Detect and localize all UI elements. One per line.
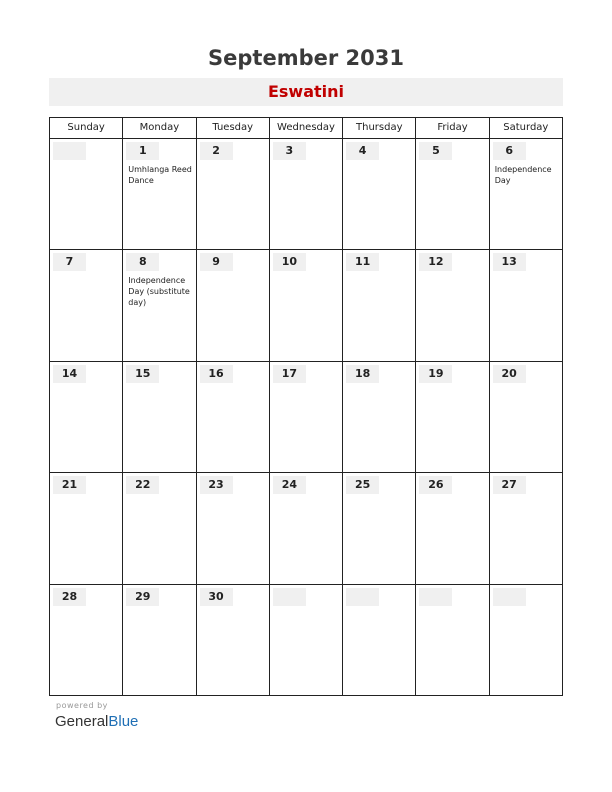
day-number: 5 (419, 142, 452, 160)
day-number: 10 (273, 253, 306, 271)
day-cell (197, 473, 270, 583)
weekday-header: Tuesday (197, 118, 270, 138)
day-number: 12 (419, 253, 452, 271)
day-number: 25 (346, 476, 379, 494)
day-number: 6 (493, 142, 526, 160)
day-number: 4 (346, 142, 379, 160)
day-number: 13 (493, 253, 526, 271)
day-cell (490, 139, 562, 249)
day-number: 29 (126, 588, 159, 606)
day-cell (490, 585, 562, 696)
day-cell (490, 250, 562, 360)
day-number: 1 (126, 142, 159, 160)
day-number: 20 (493, 365, 526, 383)
weekday-header: Monday (123, 118, 196, 138)
day-cell (270, 473, 343, 583)
day-cell (50, 362, 123, 472)
day-cell (343, 585, 416, 696)
holiday-label: Umhlanga Reed Dance (128, 165, 192, 185)
week-row (50, 362, 562, 473)
day-cell (416, 139, 489, 249)
day-cell (270, 585, 343, 696)
day-cell (270, 250, 343, 360)
day-cell (416, 585, 489, 696)
day-cell (490, 362, 562, 472)
brand-general: General (55, 713, 109, 730)
powered-by-text: powered by (56, 701, 108, 710)
day-cell (50, 139, 123, 249)
weeks-container (50, 139, 562, 696)
day-cell (197, 362, 270, 472)
day-cell (50, 473, 123, 583)
day-cell (343, 473, 416, 583)
day-cell (123, 473, 196, 583)
day-number: 15 (126, 365, 159, 383)
day-number: 8 (126, 253, 159, 271)
day-number (419, 588, 452, 606)
day-cell (416, 473, 489, 583)
day-cell (197, 139, 270, 249)
day-number: 18 (346, 365, 379, 383)
weekday-header: Thursday (343, 118, 416, 138)
brand-blue: Blue (108, 713, 139, 730)
day-cell (123, 585, 196, 696)
day-cell (50, 250, 123, 360)
day-number: 28 (53, 588, 86, 606)
day-number: 16 (200, 365, 233, 383)
week-row (50, 250, 562, 361)
day-cell (123, 250, 196, 360)
day-cell (270, 362, 343, 472)
page-title: September 2031 (208, 46, 404, 70)
day-number: 22 (126, 476, 159, 494)
day-number: 23 (200, 476, 233, 494)
generalblue-logo (55, 713, 138, 730)
day-number: 11 (346, 253, 379, 271)
weekday-header: Friday (416, 118, 489, 138)
day-cell (123, 139, 196, 249)
day-cell (490, 473, 562, 583)
day-cell (270, 139, 343, 249)
weekday-header: Wednesday (270, 118, 343, 138)
day-number: 7 (53, 253, 86, 271)
day-cell (416, 362, 489, 472)
week-row (50, 139, 562, 250)
day-cell (50, 585, 123, 696)
day-number: 2 (200, 142, 233, 160)
day-number (273, 588, 306, 606)
day-cell (197, 585, 270, 696)
weekday-header: Saturday (503, 122, 549, 133)
day-number: 9 (200, 253, 233, 271)
day-number (493, 588, 526, 606)
weekday-header-row (50, 118, 562, 139)
day-number: 17 (273, 365, 306, 383)
weekday-header: Sunday (50, 118, 123, 138)
day-cell (416, 250, 489, 360)
calendar-grid (49, 117, 563, 696)
holiday-label: Independence Day (494, 165, 552, 185)
day-number: 30 (200, 588, 233, 606)
holiday-label: Independence Day (substitute day) (128, 276, 190, 308)
day-number: 26 (419, 476, 452, 494)
week-row (50, 473, 562, 584)
day-number: 19 (419, 365, 452, 383)
day-number: 24 (273, 476, 306, 494)
day-number (346, 588, 379, 606)
day-cell (343, 250, 416, 360)
day-cell (343, 362, 416, 472)
day-cell (123, 362, 196, 472)
day-number: 14 (53, 365, 86, 383)
day-cell (197, 250, 270, 360)
day-number (53, 142, 86, 160)
day-cell (343, 139, 416, 249)
country-label: Eswatini (49, 78, 563, 106)
day-number: 3 (273, 142, 306, 160)
day-number: 21 (53, 476, 86, 494)
week-row (50, 585, 562, 696)
day-number: 27 (493, 476, 526, 494)
